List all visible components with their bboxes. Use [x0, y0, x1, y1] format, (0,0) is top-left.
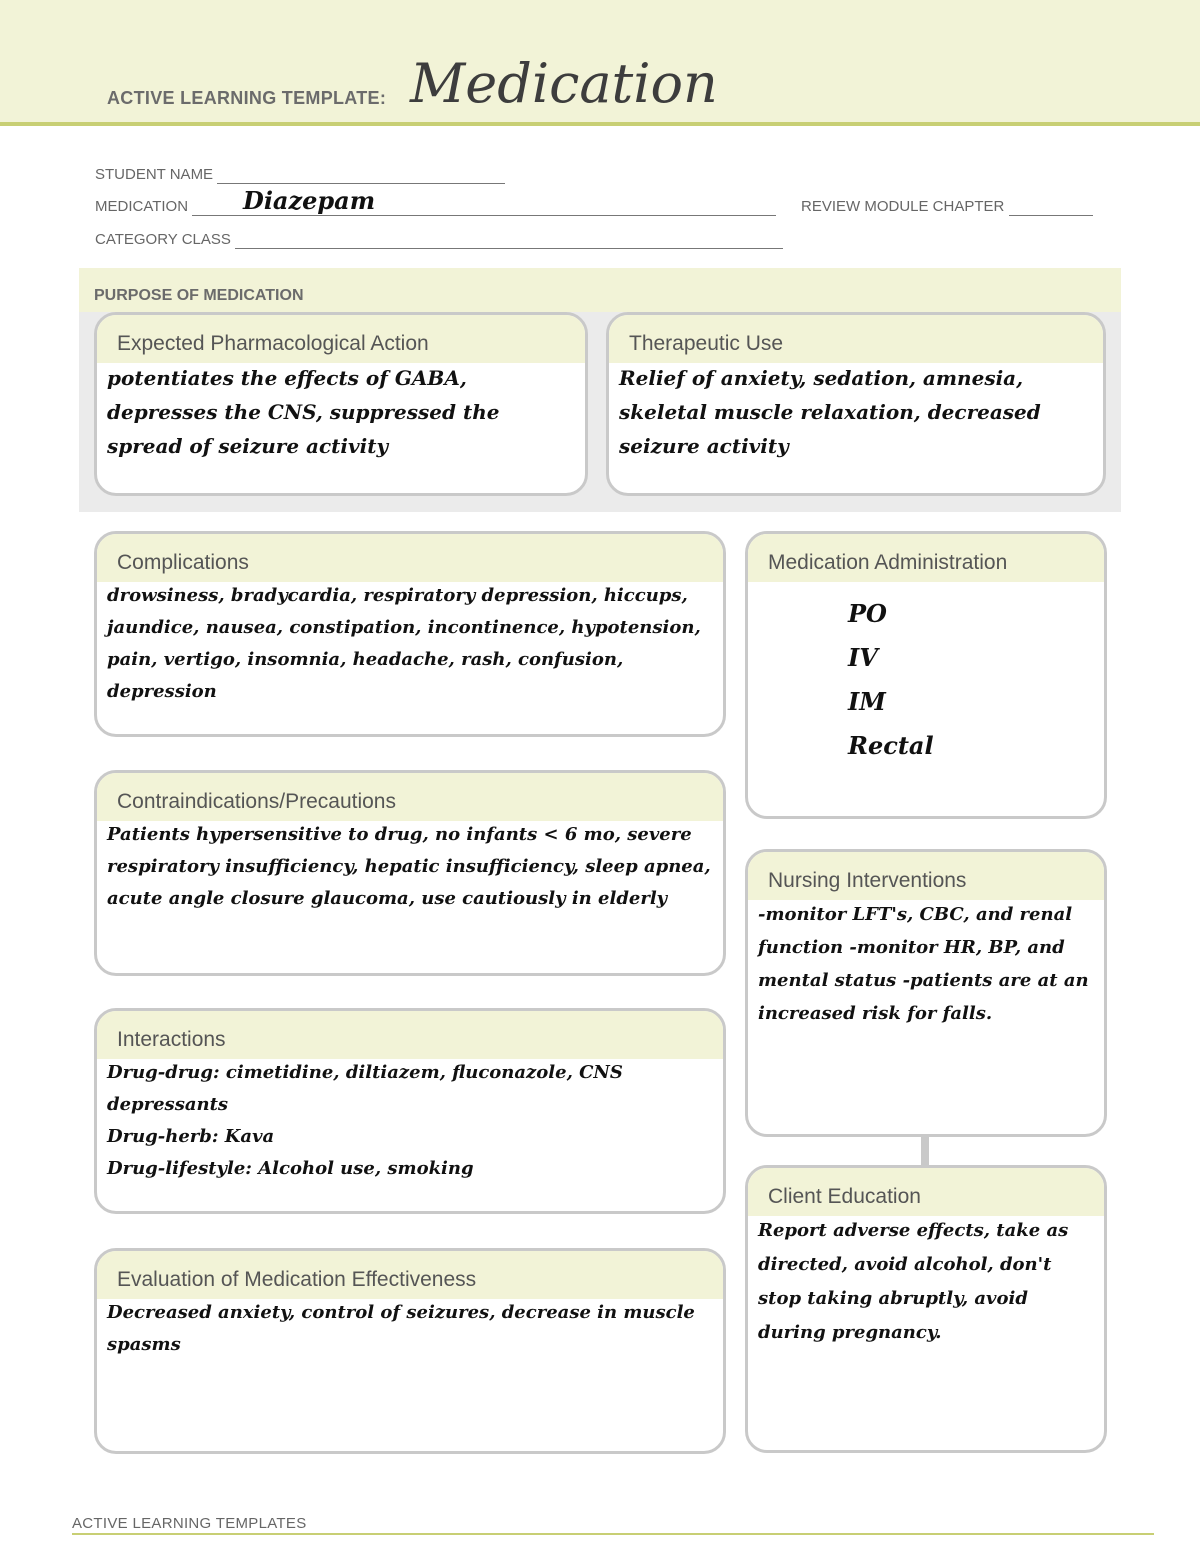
interaction-line: Drug-drug: cimetidine, diltiazem, fluconazole, CNS depressants — [107, 1062, 623, 1115]
client-education-box[interactable] — [745, 1165, 1107, 1453]
category-class-label: CATEGORY CLASS — [95, 231, 231, 248]
administration-title: Medication Administration — [768, 551, 1008, 574]
complications-title: Complications — [117, 551, 249, 574]
purpose-label: PURPOSE OF MEDICATION — [94, 287, 304, 304]
interaction-line: Drug-lifestyle: Alcohol use, smoking — [107, 1158, 474, 1179]
evaluation-title: Evaluation of Medication Effectiveness — [117, 1268, 477, 1291]
page-title: Medication — [410, 52, 718, 115]
nursing-interventions-text: -monitor LFT's, CBC, and renal function -monitor HR, BP, and mental status -patients are at an increased risk for falls. — [758, 904, 1089, 1024]
route-item: Rectal — [848, 731, 934, 760]
category-class-line — [235, 231, 783, 249]
student-name-field[interactable] — [95, 166, 505, 184]
evaluation-text: Decreased anxiety, control of seizures, decrease in muscle spasms — [107, 1302, 695, 1355]
interactions-box[interactable] — [94, 1008, 726, 1214]
route-item: IV — [848, 643, 878, 672]
complications-box[interactable] — [94, 531, 726, 737]
contraindications-text: Patients hypersensitive to drug, no infants < 6 mo, severe respiratory insufficiency, hepatic insufficiency, sleep apnea, acute angle closure glaucoma, use cautiously in elderly — [107, 824, 711, 909]
header-divider — [0, 122, 1200, 126]
interaction-line: Drug-herb: Kava — [107, 1126, 275, 1147]
route-item: IM — [848, 687, 886, 716]
therapeutic-use-title: Therapeutic Use — [629, 332, 784, 355]
footer-label: ACTIVE LEARNING TEMPLATES — [72, 1515, 307, 1532]
review-module-label: REVIEW MODULE CHAPTER — [801, 198, 1005, 215]
interactions-title: Interactions — [117, 1028, 226, 1051]
category-class-field[interactable] — [95, 231, 783, 249]
nursing-interventions-title: Nursing Interventions — [768, 869, 967, 892]
expected-action-title: Expected Pharmacological Action — [117, 332, 429, 355]
review-module-field[interactable] — [801, 198, 1093, 216]
contraindications-title: Contraindications/Precautions — [117, 790, 396, 813]
expected-action-box[interactable] — [94, 312, 588, 496]
interactions-text — [107, 1057, 713, 1185]
connector — [921, 1136, 929, 1166]
medication-value: Diazepam — [243, 186, 376, 215]
template-label: ACTIVE LEARNING TEMPLATE: — [107, 88, 387, 108]
medication-field[interactable] — [95, 198, 776, 216]
therapeutic-use-text: Relief of anxiety, sedation, amnesia, skeletal muscle relaxation, decreased seizure activity — [619, 366, 1041, 458]
student-name-line — [217, 166, 505, 184]
expected-action-text: potentiates the effects of GABA, depresses the CNS, suppressed the spread of seizure activity — [107, 366, 500, 458]
administration-box[interactable] — [745, 531, 1107, 819]
client-education-title: Client Education — [768, 1185, 921, 1208]
therapeutic-use-box[interactable] — [606, 312, 1106, 496]
contraindications-box[interactable] — [94, 770, 726, 976]
footer-divider — [72, 1533, 1154, 1535]
complications-text: drowsiness, bradycardia, respiratory depression, hiccups, jaundice, nausea, constipation, incontinence, hypotension, pain, vertigo, insomnia, headache, rash, confusion, depression — [107, 585, 701, 702]
administration-routes — [848, 592, 934, 768]
evaluation-box[interactable] — [94, 1248, 726, 1454]
review-module-line — [1009, 198, 1093, 216]
nursing-interventions-box[interactable] — [745, 849, 1107, 1137]
client-education-text: Report adverse effects, take as directed, avoid alcohol, don't stop taking abruptly, avoid during pregnancy. — [758, 1220, 1069, 1343]
student-name-label: STUDENT NAME — [95, 166, 214, 183]
route-item: PO — [848, 599, 887, 628]
medication-label: MEDICATION — [95, 198, 189, 215]
